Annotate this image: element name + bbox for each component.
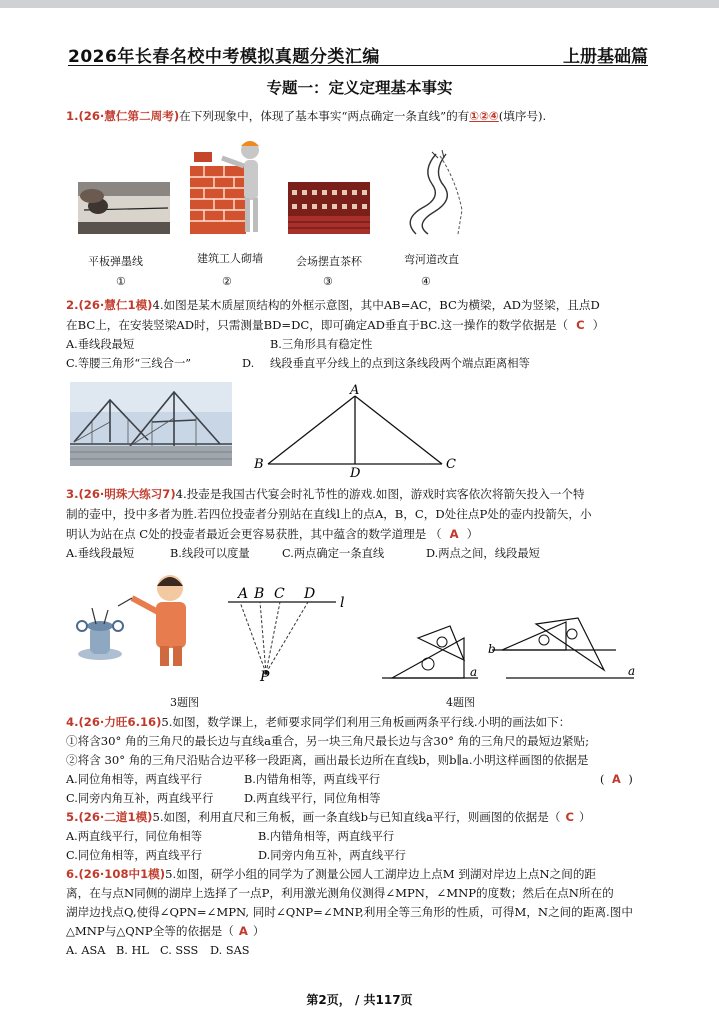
q3-option-a: A.垂线段最短 bbox=[66, 547, 135, 560]
q3-stem-line1 bbox=[66, 489, 585, 501]
q1-number-2: ② bbox=[222, 275, 232, 288]
label-l: l bbox=[340, 595, 345, 611]
ink-line-photo bbox=[78, 182, 170, 234]
label-a: A bbox=[350, 383, 360, 398]
q1-number-3: ③ bbox=[323, 275, 333, 288]
section-title: 专题一：定义定理基本事实 bbox=[266, 79, 453, 97]
q3-option-c: C.两点确定一条直线 bbox=[282, 547, 385, 560]
label-d: D bbox=[350, 466, 361, 478]
q5-option-a: A.两直线平行，同位角相等 bbox=[66, 830, 203, 843]
q6-line4b: ） bbox=[252, 924, 265, 938]
q4-stem-line1 bbox=[66, 717, 570, 729]
q1-number-1: ① bbox=[116, 275, 126, 288]
q1-tag: 1.(26·慧仁第二周考) bbox=[66, 109, 180, 123]
q4-option-a: A.同位角相等，两直线平行 bbox=[66, 773, 203, 786]
q5-tag: 5.(26·二道1模) bbox=[66, 810, 153, 824]
q6-stem-line1 bbox=[66, 869, 596, 881]
q6-answer: A bbox=[238, 924, 248, 938]
q5-line1a: 5.如图，利用直尺和三角板，画一条直线b与已知直线a平行，则画图的依据是（ bbox=[152, 810, 561, 824]
q3-stem-line3 bbox=[66, 529, 478, 541]
fig3-caption: 3题图 bbox=[170, 696, 199, 709]
top-edge-strip bbox=[0, 0, 719, 8]
tea-cups-photo bbox=[288, 182, 370, 234]
q2-option-a: A.垂线段最短 bbox=[66, 338, 135, 351]
q3-tag: 3.(26·明珠大练习7) bbox=[66, 487, 176, 501]
q1-text-b: (填序号). bbox=[498, 109, 547, 123]
q4-option-d: D.两直线平行，同位角相等 bbox=[244, 792, 381, 805]
q5-answer: C bbox=[565, 810, 574, 824]
q1-caption-2: 建筑工人砌墙 bbox=[197, 252, 263, 265]
header-volume: 上册基础篇 bbox=[563, 47, 648, 67]
set-square-diagram-right bbox=[488, 612, 638, 684]
label-a: A bbox=[238, 586, 249, 602]
q5-option-d: D.同旁内角互补，两直线平行 bbox=[258, 849, 406, 862]
q1-stem bbox=[66, 111, 546, 123]
q2-line2a: 在BC上，在安装竖梁AD时，只需测量BD=DC，即可确定AD垂直于BC.这一操作的数学依据是（ bbox=[66, 318, 569, 332]
isosceles-triangle-diagram bbox=[250, 382, 462, 478]
page-header bbox=[68, 40, 648, 66]
q4-line1: 5.如图，数学课上，老师要求同学们利用三角板画两条平行线.小明的画法如下： bbox=[161, 715, 571, 729]
fig4-caption: 4题图 bbox=[446, 696, 475, 709]
q1-number-4: ④ bbox=[421, 275, 431, 288]
label-p: P bbox=[260, 669, 270, 682]
page-footer: 第2页， / 共117页 bbox=[306, 993, 413, 1007]
q5-option-b: B.内错角相等，两直线平行 bbox=[258, 830, 395, 843]
q6-option-c: C. SSS bbox=[160, 944, 199, 957]
q3-line1: 4.投壶是我国古代宴会时礼节性的游戏.如图，游戏时宾客依次将箭矢投入一个特 bbox=[175, 487, 585, 501]
q5-option-c: C.同位角相等，两直线平行 bbox=[66, 849, 203, 862]
q6-line1: 5.如图，研学小组的同学为了测量公园人工湖岸边上点M 到湖对岸边上点N之间的距 bbox=[165, 867, 597, 881]
q1-caption-4: 弯河道改直 bbox=[404, 253, 459, 266]
q4-answer: A bbox=[612, 773, 621, 786]
pitch-pot-illustration bbox=[70, 568, 212, 672]
q2-answer: C bbox=[576, 318, 585, 332]
q2-stem-line1 bbox=[66, 300, 600, 312]
label-b: B bbox=[254, 457, 264, 472]
label-b: B bbox=[254, 586, 265, 602]
label-d: D bbox=[304, 586, 316, 602]
q6-stem-line3: 湖岸边找点Q,使得∠QPN=∠MPN, 同时∠QNP=∠MNP,利用全等三角形的性质，可得M，N之间的距离.图中 bbox=[66, 905, 633, 919]
q2-stem-line2 bbox=[66, 320, 604, 332]
bricklayer-illustration bbox=[188, 130, 270, 236]
label-b: b bbox=[488, 642, 496, 656]
label-a: a bbox=[628, 664, 636, 678]
q1-caption-1: 平板弹墨线 bbox=[88, 255, 143, 268]
q2-option-c: C.等腰三角形“三线合一” bbox=[66, 357, 192, 370]
q3-option-d: D.两点之间，线段最短 bbox=[426, 547, 540, 560]
q3-line3a: 明认为站在点 C处的投壶者最近会更容易获胜，其中蕴含的数学道理是 （ bbox=[66, 527, 442, 541]
river-straightening-sketch bbox=[392, 150, 470, 236]
header-title: 2026年长春名校中考模拟真题分类汇编 bbox=[68, 47, 380, 67]
q6-line4a: △MNP与△QNP全等的依据是（ bbox=[66, 924, 234, 938]
q1-answer: ①②④ bbox=[469, 109, 499, 123]
q5-stem-line1 bbox=[66, 812, 591, 824]
q2-option-d: D. bbox=[242, 357, 255, 370]
q3-line3b: ） bbox=[466, 527, 479, 541]
q4-stem-line3: ②将含 30° 角的三角尺沿贴合边平移一段距离，画出最长边所在直线b，则b∥a.小明这样画图的依据是 bbox=[66, 753, 589, 767]
q4-option-b: B.内错角相等，两直线平行 bbox=[244, 773, 381, 786]
q1-caption-3: 会场摆直茶杯 bbox=[296, 255, 362, 268]
q4-tag: 4.(26·力旺6.16) bbox=[66, 715, 162, 729]
q4-answer-wrap: ( A ) bbox=[600, 773, 633, 786]
q6-option-b: B. HL bbox=[116, 944, 149, 957]
q6-option-d: D. SAS bbox=[210, 944, 250, 957]
perpendicular-diagram bbox=[222, 582, 356, 682]
label-c: C bbox=[446, 457, 456, 472]
q6-tag: 6.(26·108中1模) bbox=[66, 867, 166, 881]
q2-option-d-text: 线段垂直平分线上的点到这条线段两个端点距离相等 bbox=[270, 357, 530, 370]
q2-line2b: ） bbox=[592, 318, 605, 332]
label-c: C bbox=[274, 586, 285, 602]
q3-option-b: B.线段可以度量 bbox=[170, 547, 250, 560]
q3-answer: A bbox=[449, 527, 459, 541]
q6-option-a: A. ASA bbox=[66, 944, 106, 957]
q3-stem-line2: 制的壶中，投中多者为胜.若四位投壶者分别站在直线l上的点A，B，C，D处往点P处的壶内投箭矢，小 bbox=[66, 507, 592, 521]
q6-stem-line2: 离，在与点N同侧的湖岸上选择了一点P，利用激光测角仪测得∠MPN，∠MNP的度数；然后在点N所在的 bbox=[66, 886, 614, 900]
q4-option-c: C.同旁内角互补，两直线平行 bbox=[66, 792, 214, 805]
q5-line1b: ） bbox=[578, 810, 591, 824]
q2-tag: 2.(26·慧仁1模) bbox=[66, 298, 153, 312]
q2-option-b: B.三角形具有稳定性 bbox=[270, 338, 373, 351]
set-square-diagram-left bbox=[380, 598, 480, 684]
roof-frame-photo bbox=[70, 382, 232, 466]
q1-text-a: 在下列现象中，体现了基本事实“两点确定一条直线”的有 bbox=[179, 109, 470, 123]
label-a: a bbox=[470, 665, 478, 679]
q2-line1: 4.如图是某木质屋顶结构的外框示意图，其中AB=AC，BC为横梁，AD为竖梁，且点D bbox=[152, 298, 600, 312]
q4-stem-line2: ①将含30° 角的三角尺的最长边与直线a重合，另一块三角尺最长边与含30° 角的三角尺的最短边紧贴; bbox=[66, 734, 590, 748]
q6-stem-line4 bbox=[66, 926, 264, 938]
